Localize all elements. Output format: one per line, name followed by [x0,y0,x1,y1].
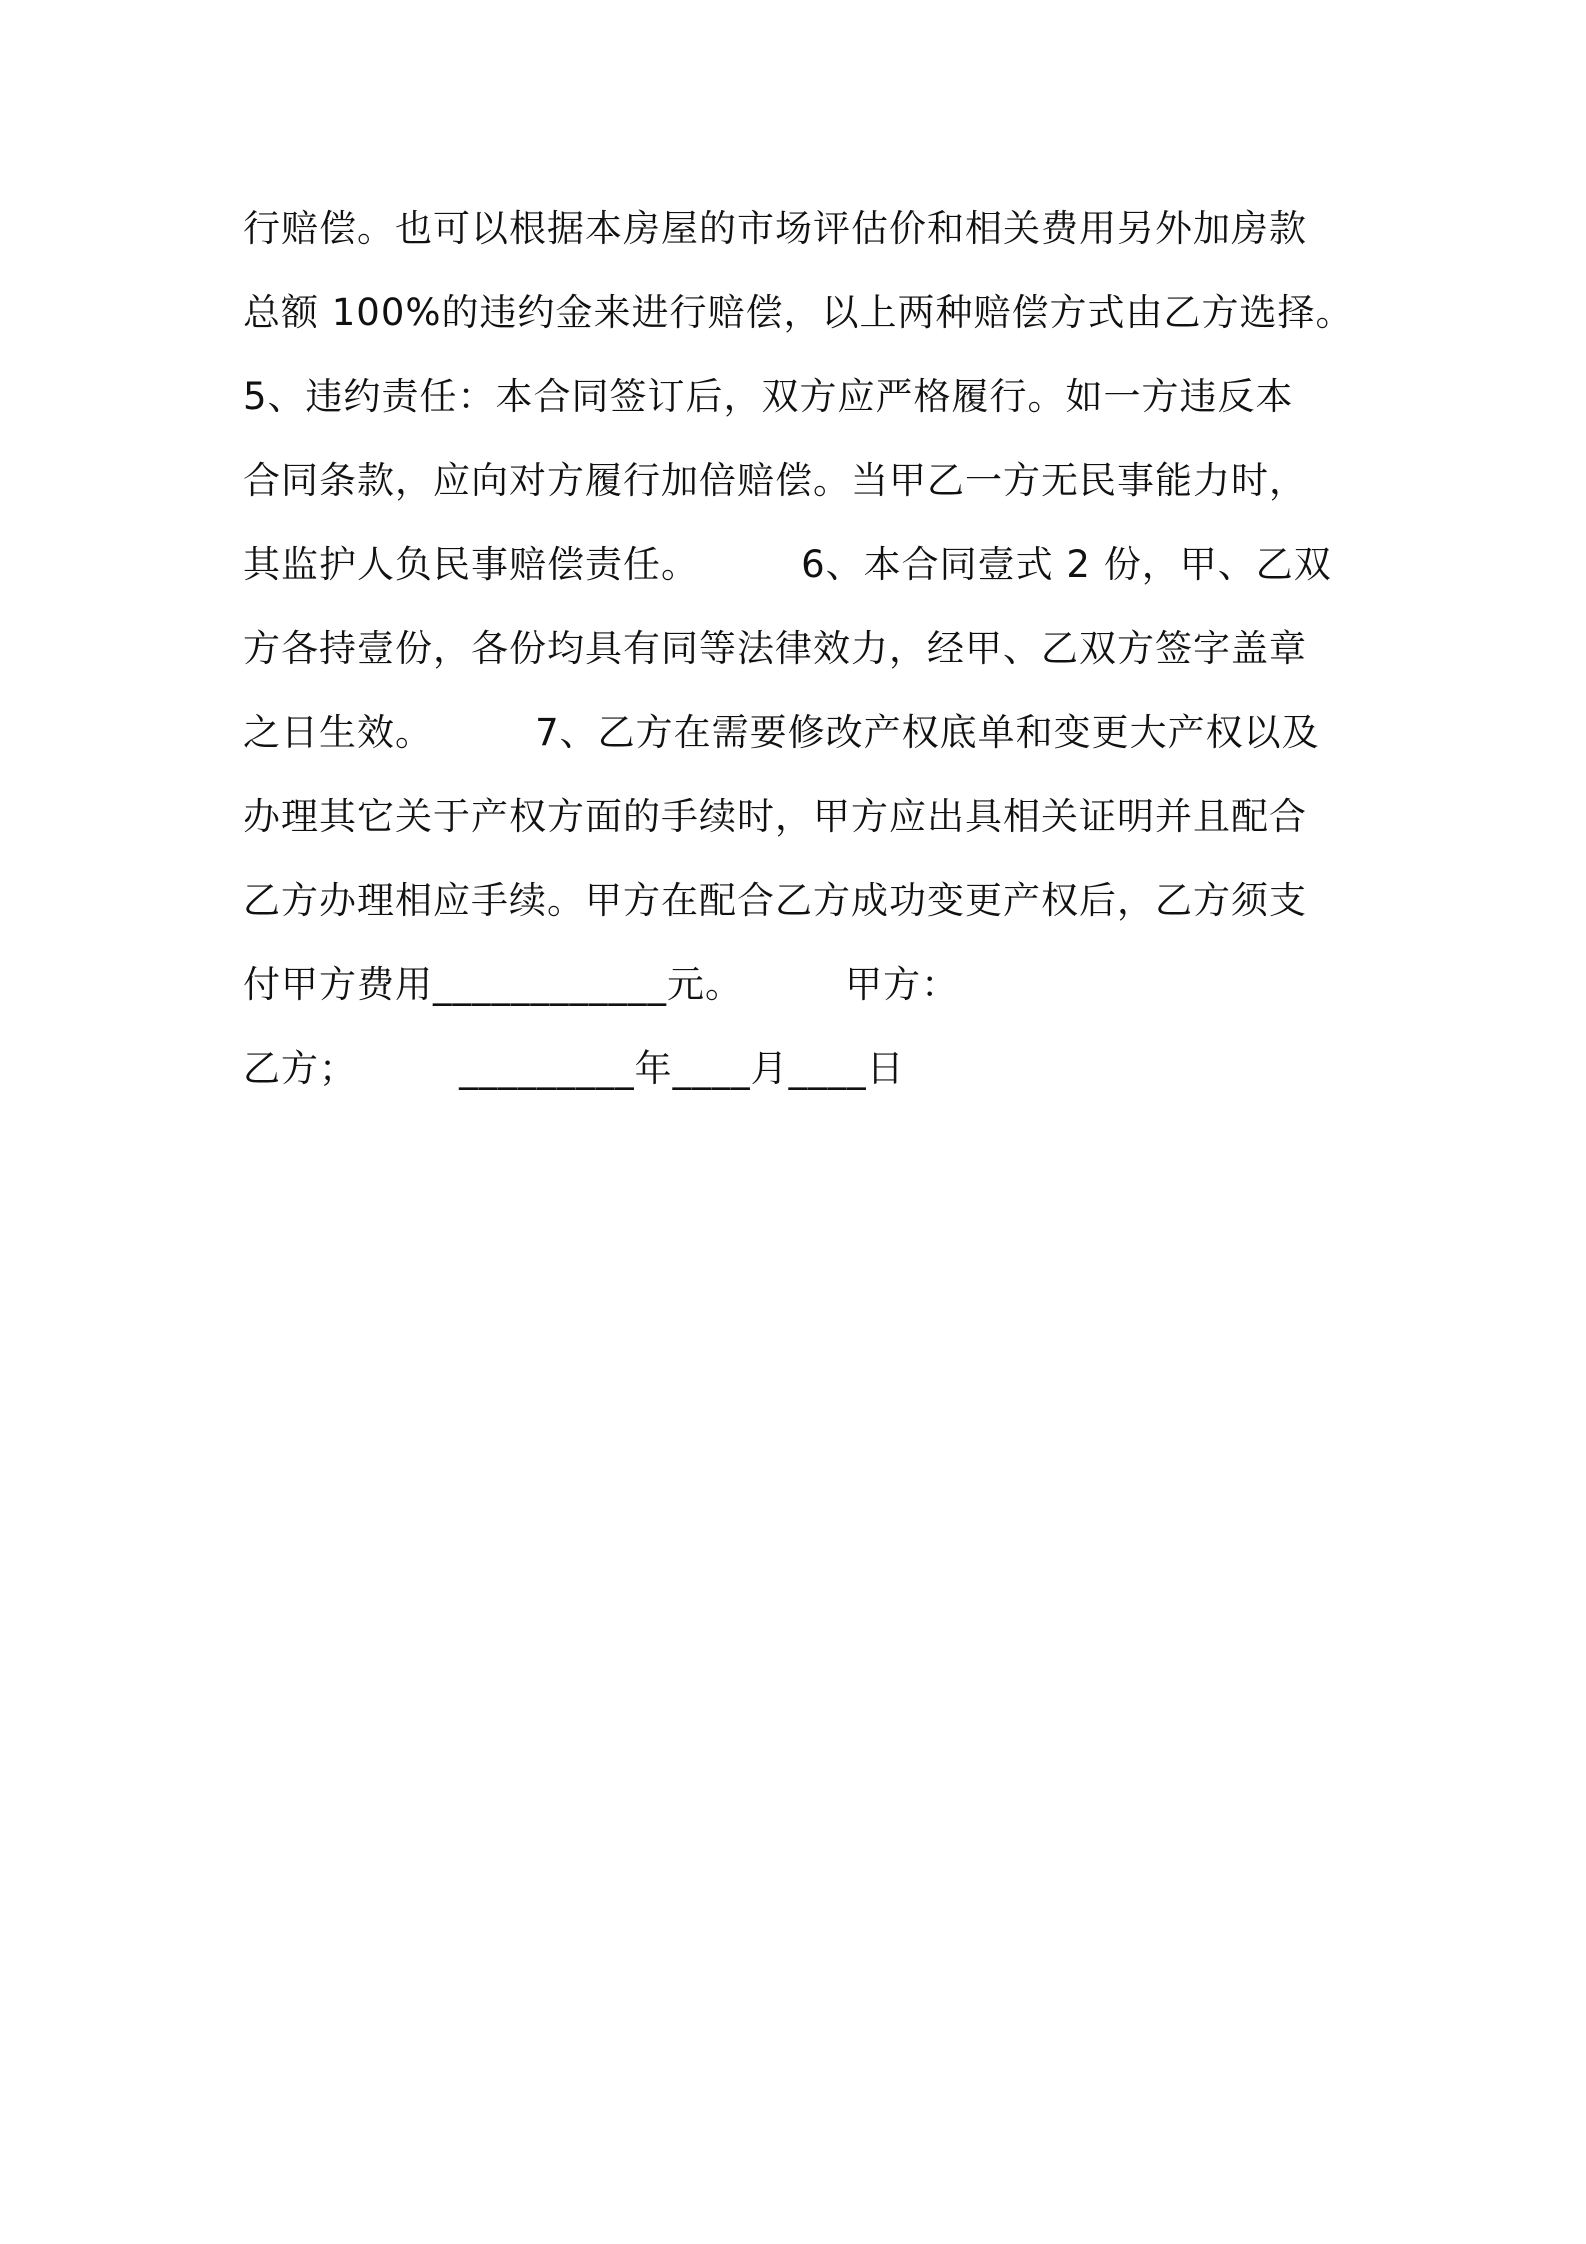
body-text-line: 办理其它关于产权方面的手续时，甲方应出具相关证明并且配合 [243,795,1307,838]
body-text-line: 其监护人负民事赔偿责任。 6、本合同壹式 2 份，甲、乙双 [243,543,1332,586]
body-text-line: 5、违约责任：本合同签订后，双方应严格履行。如一方违反本 [243,375,1294,418]
body-text-line: 乙方办理相应手续。甲方在配合乙方成功变更产权后，乙方须支 [243,879,1307,922]
body-text-line: 之日生效。 7、乙方在需要修改产权底单和变更大产权以及 [243,711,1320,754]
body-text-line: 合同条款，应向对方履行加倍赔偿。当甲乙一方无民事能力时， [243,459,1307,502]
fee-and-party-a-line: 付甲方费用____________元。 甲方： [243,963,960,1006]
body-text-line: 总额 100%的违约金来进行赔偿，以上两种赔偿方式由乙方选择。 [243,291,1354,334]
body-text-line: 行赔偿。也可以根据本房屋的市场评估价和相关费用另外加房款 [243,207,1307,250]
party-b-date-line: 乙方； _________年____月____日 [243,1047,905,1090]
body-text-line: 方各持壹份，各份均具有同等法律效力，经甲、乙双方签字盖章 [243,627,1307,670]
